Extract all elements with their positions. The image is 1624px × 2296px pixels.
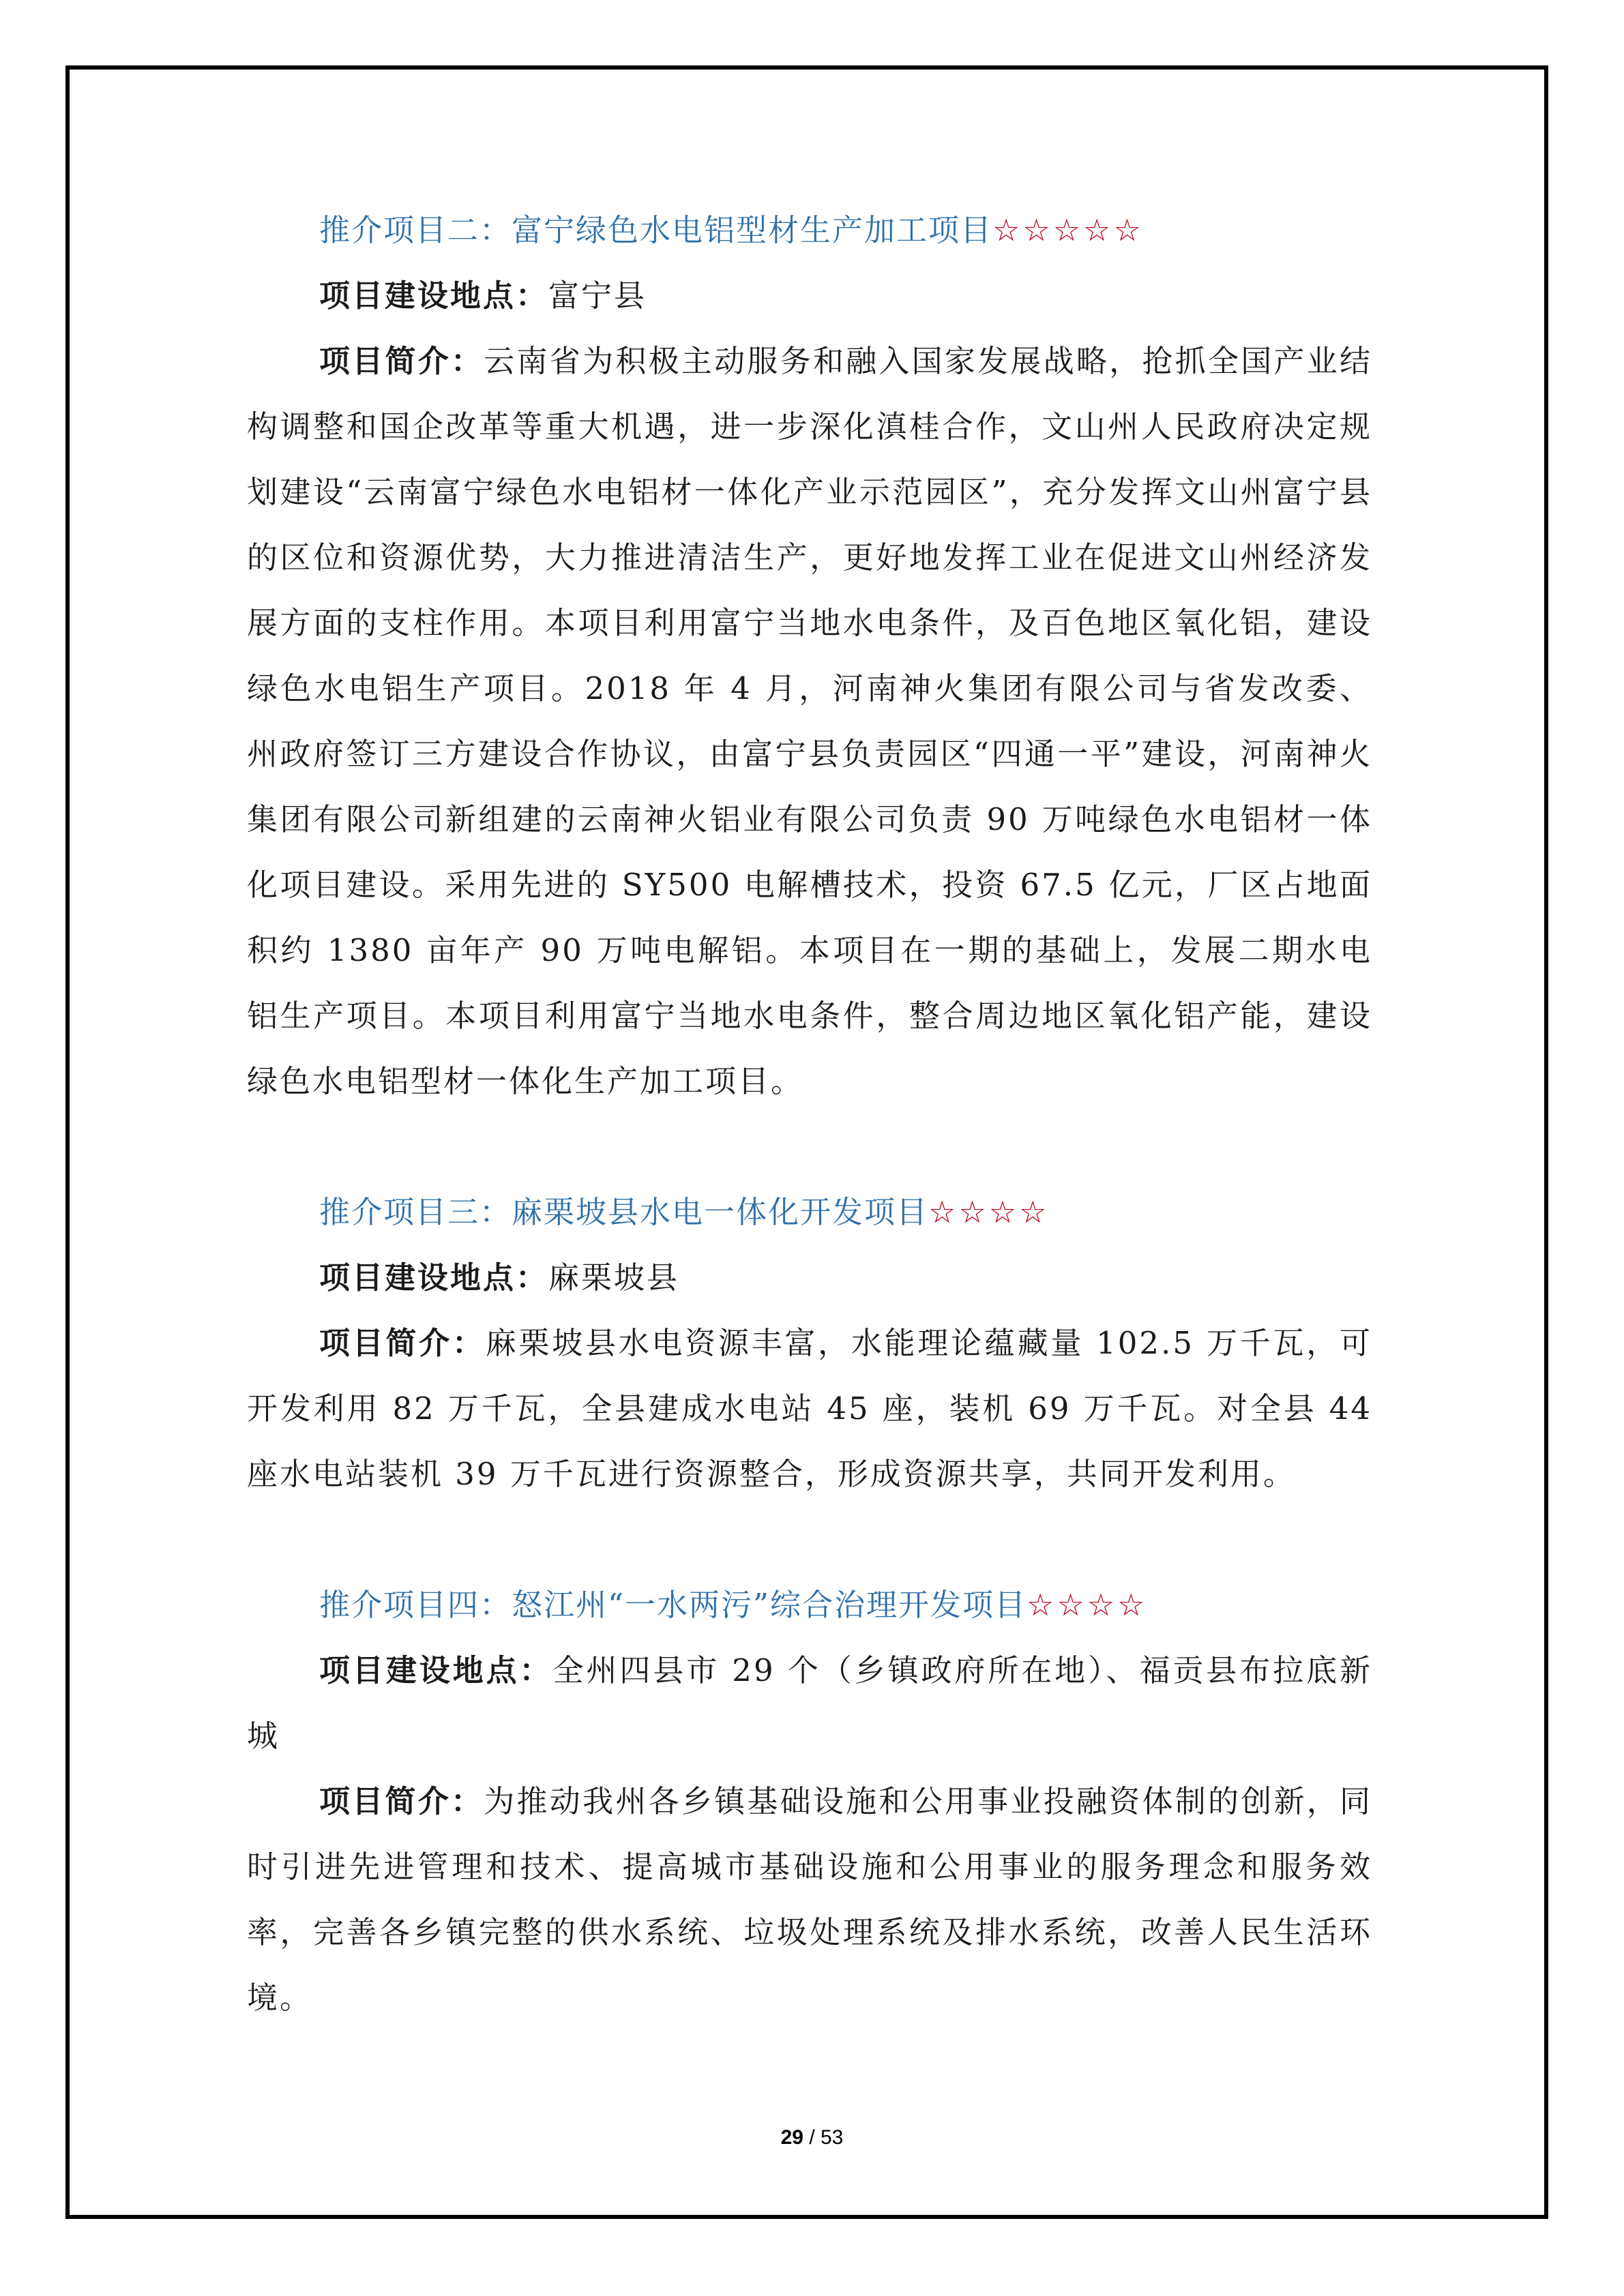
location-label: 项目建设地点：: [319, 1259, 549, 1296]
intro-label: 项目简介：: [319, 1783, 484, 1819]
location-value: 麻栗坡县: [548, 1259, 680, 1296]
location-value: 富宁县: [548, 278, 647, 314]
intro-text: 云南省为积极主动服务和融入国家发展战略，抢抓全国产业结构调整和国企改革等重大机遇，进一步深化滇桂合作，文山州人民政府决定规划建设“云南富宁绿色水电铝材一体化产业示范园区”，充分发挥文山州富宁县的区位和资源优势，大力推进清洁生产，更好地发挥工业在促进文山州经济发展方面的支柱作用。本项目利用富宁当地水电条件，及百色地区氧化铝，建设绿色水电铝生产项目。2018 年 4 月，河南神火集团有限公司与省发改委、州政府签订三方建设合作协议，由富宁县负责园区“四通一平”建设，河南神火集团有限公司新组建的云南神火铝业有限公司负责 90 万吨绿色水电铝材一体化项目建设。采用先进的 SY500 电解槽技术，投资 67.5 亿元，厂区占地面积约 1380 亩年产 90 万吨电解铝。本项目在一期的基础上，发展二期水电铝生产项目。本项目利用富宁当地水电条件，整合周边地区氧化铝产能，建设绿色水电铝型材一体化生产加工项目。: [247, 343, 1372, 1099]
project-section: [247, 1572, 1372, 2031]
section-title-text: 推介项目二：富宁绿色水电铝型材生产加工项目: [319, 212, 993, 248]
section-title: [247, 198, 1372, 263]
document-body: [247, 198, 1372, 2031]
intro-paragraph: [247, 1769, 1372, 2031]
section-title: [247, 1180, 1372, 1245]
intro-text: 麻栗坡县水电资源丰富，水能理论蕴藏量 102.5 万千瓦，可开发利用 82 万千瓦，全县建成水电站 45 座，装机 69 万千瓦。对全县 44 座水电站装机 39 万千瓦进行资源整合，形成资源共享，共同开发利用。: [247, 1325, 1372, 1492]
intro-label: 项目简介：: [319, 343, 484, 379]
intro-paragraph: [247, 1311, 1372, 1507]
section-title: [247, 1572, 1372, 1638]
intro-paragraph: [247, 329, 1372, 1114]
star-rating: ☆☆☆☆☆: [992, 212, 1144, 248]
intro-text: 为推动我州各乡镇基础设施和公用事业投融资体制的创新，同时引进先进管理和技术、提高城市基础设施和公用事业的服务理念和服务效率，完善各乡镇完整的供水系统、垃圾处理系统及排水系统，改善人民生活环境。: [247, 1783, 1372, 2016]
page-current: 29: [780, 2126, 803, 2149]
section-title-text: 推介项目三：麻栗坡县水电一体化开发项目: [319, 1194, 929, 1230]
intro-label: 项目简介：: [319, 1325, 486, 1361]
page-separator: /: [803, 2126, 821, 2149]
section-gap: [247, 1114, 1372, 1180]
section-gap: [247, 1507, 1372, 1572]
location-label: 项目建设地点：: [319, 278, 549, 314]
project-section: [247, 198, 1372, 1114]
location-paragraph: [247, 263, 1372, 329]
star-rating: ☆☆☆☆: [928, 1194, 1050, 1230]
location-paragraph: [247, 1245, 1372, 1311]
location-paragraph: [247, 1638, 1372, 1769]
location-label: 项目建设地点：: [319, 1652, 553, 1688]
section-title-text: 推介项目四：怒江州“一水两污”综合治理开发项目: [319, 1587, 1027, 1623]
page-total: 53: [821, 2126, 844, 2149]
star-rating: ☆☆☆☆: [1027, 1587, 1148, 1623]
project-section: [247, 1180, 1372, 1507]
location-value: 全州四县市 29 个（乡镇政府所在地）、福贡县布拉底新城: [247, 1652, 1372, 1754]
page-number: [0, 2126, 1624, 2149]
